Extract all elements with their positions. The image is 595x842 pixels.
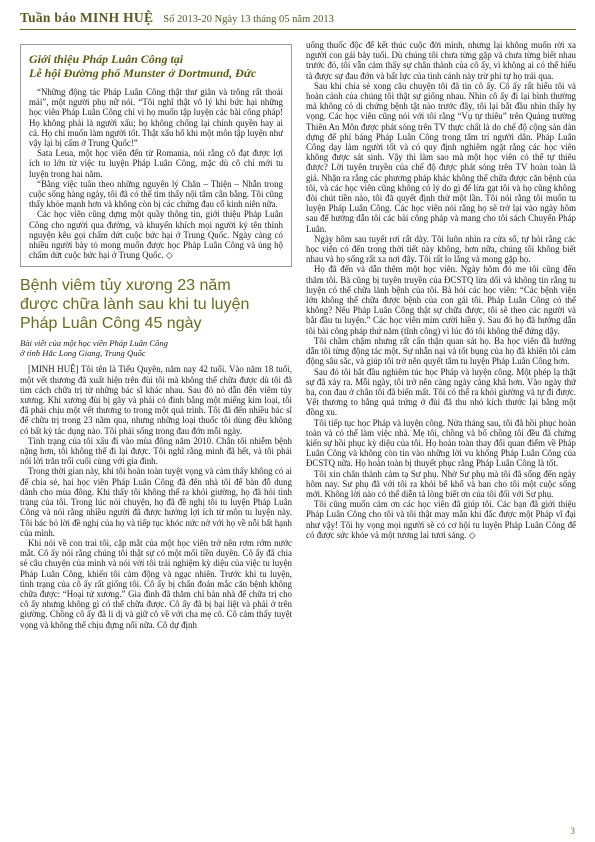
main-title-line: được chữa lành sau khi tu luyện [20, 296, 250, 314]
article-paragraph: Tôi xin chân thành cảm tạ Sư phụ. Nhờ Sư phụ mà tôi đã sống đến ngày hôm nay. Sư phụ đã với tôi ra khỏi bể khổ và ban cho tôi một cuộc sống mới. Không lời nào có thể diễn tả lòng biết ơn của tôi đối với Sư phụ. [306, 468, 576, 499]
byline [20, 338, 292, 358]
boxed-paragraph: Các học viên cũng dựng một quầy thông tin, giới thiệu Pháp Luân Công cho người qua đường, và khuyến khích mọi người ký tên thỉnh nguyện kêu gọi chấm dứt cuộc bức hại ở Trung Quốc. Ngày càng có nhiều người bày tỏ mong muốn được học Pháp Luân Công và ủng hộ chấm dứt cuộc bức hại ở Trung Quốc. ◇ [29, 209, 283, 261]
boxed-paragraph: “Những động tác Pháp Luân Công thật thư giãn và trông rất thoải mái”, một người phụ nữ nói. “Tôi nghĩ thật vô lý khi bức hại những học viên Pháp Luân Công chỉ vì họ muốn tập luyện các bài công pháp! Họ không phải là người xấu; họ không chống lại chính quyền hay ai cả. Họ chỉ muốn làm người tốt. Thật xấu hổ khi một môn tập luyện như vậy lại bị cấm ở Trung Quốc!” [29, 87, 283, 149]
header-rule [20, 29, 576, 30]
issue-info: Số 2013-20 Ngày 13 tháng 05 năm 2013 [163, 14, 334, 25]
article-paragraph: uống thuốc độc để kết thúc cuộc đời mình, nhưng lại không muốn rời xa người con gái bảy tuổi. Dù chúng tôi chưa từng gặp và chưa từng biết nhau trước đó, tôi vẫn cảm thấy sự chân thành của cô ấy, vì không ai có thể hiểu tà được sự đau đớn và bất lực của tình cảnh này trừ phi tự họ trải qua. [306, 40, 576, 81]
boxed-paragraph: Sata Leua, một học viên đến từ Romania, nói rằng cô đạt được lợi ích to lớn từ việc tu luyện Pháp Luân Công, mặc dù cô chỉ mới tu luyện trong hai năm. [29, 148, 283, 179]
main-title-line: Bệnh viêm tủy xương 23 năm [20, 277, 231, 295]
byline-line: ở tỉnh Hắc Long Giang, Trung Quốc [20, 348, 146, 359]
page-number: 3 [570, 826, 575, 836]
byline-line: Bài viết của một học viên Pháp Luân Công [20, 338, 168, 349]
main-article-title [20, 276, 292, 333]
boxed-title-line: Lễ hội Đường phố Munster ở Dortmund, Đức [29, 66, 257, 80]
boxed-article [20, 44, 292, 267]
article-paragraph: Tôi tiếp tục học Pháp và luyện công. Nửa tháng sau, tôi đã hồi phục hoàn toàn và có thể làm việc nhà. Mẹ tôi, chồng và bố chồng tôi đều đã chứng kiến sự hồi phục kỳ diệu của tôi. Họ hoàn toàn thay đổi quan điểm về Pháp Luân Công và không còn tin vào những lời vu khống Pháp Luân Công của ĐCSTQ nữa. Họ hoàn toàn bị thuyết phục rằng Pháp Luân Công là tốt. [306, 417, 576, 469]
article-paragraph: Họ đã đến và dẫn thêm một học viên. Ngày hôm đó me tôi cũng đến thăm tôi. Bà cũng bị tuyên truyền của ĐCSTQ lừa dối và không tin rằng tu luyện có thể chữa lành bệnh của tôi. Bà hỏi các học viên: “Các bệnh viện lớn không thể chữa được bệnh của con gái tôi. Pháp Luân Công có thể không? Nếu Pháp Luân Công thật sự chữa được, tôi sẽ theo các người và bắt đầu tu luyện.” Các học viên mỉm cười hiền ý. Sau đó họ đã hướng dẫn tôi bài công pháp thứ năm (tĩnh công) vì lúc đó tôi không thể đứng dậy. [306, 264, 576, 336]
left-column [20, 44, 292, 630]
main-title-line: Pháp Luân Công 45 ngày [20, 315, 202, 333]
boxed-article-title [29, 52, 283, 80]
right-column [306, 40, 576, 540]
publication-name: Tuần báo MINH HUỆ [20, 10, 154, 25]
article-paragraph: [MINH HUỆ] Tôi tên là Tiểu Quyên, năm nay 42 tuổi. Vào năm 18 tuổi, một vết thương đã xuất hiện trên đùi tôi mà không thể chữa được dù tôi đã tìm cách chữa trị từ những bác sĩ khác nhau. Sau đó nó dẫn đến viêm tủy xương. Khi xương đùi bị gãy và phải có đinh bằng một miếng kim loại, tôi đã phải chịu một vết thương to trong một quá trình. Tôi đã đến nhiều bác sĩ để chữa trị trong 23 năm qua, nhưng những loại thuốc tôi dùng đều không có bất kỳ tác dụng nào. Tôi phải sống trong đau đớn mỗi ngày. [20, 364, 292, 436]
main-article [20, 276, 292, 629]
article-paragraph: Tôi chầm chậm nhưng rất cẩn thận quan sát họ. Ba học viên đã hướng dẫn tôi từng động tác một. Sự nhẫn nại và tốt bụng của họ đã khiến tôi cảm động sâu sắc, và giúp tôi trở nên quyết tâm tu luyện Pháp Luân Công hơn. [306, 335, 576, 367]
article-paragraph: Tôi cũng muốn cảm ơn các học viên đã giúp tôi. Các bạn đã giới thiệu Pháp Luân Công cho tôi và tôi thật may mắn khi đắc được một Pháp vĩ đại như vậy! Tôi hy vọng mọi người sẽ có cơ hội tu luyện Pháp Luân Công để có được sức khỏe và một tương lai tươi sáng. ◇ [306, 499, 576, 540]
boxed-title-line: Giới thiệu Pháp Luân Công tại [29, 52, 184, 66]
article-paragraph: Khi nói về con trai tôi, cặp mắt của một học viên trở nên rơm rớm nước mắt. Cô ấy nói rằng chúng tôi thật sự có một mối tiền duyên. Cô ấy đã chia sẻ câu chuyện của mình và nói với tôi trải nghiệm kỳ diệu của việc tu luyện Pháp Luân Công, khiến tôi cảm động và ngạc nhiên. Trước khi tu luyện, tình trạng của cô ấy rất giống tôi. Cô ấy bị chẩn đoán mắc căn bệnh không chữa được: “Hoại tử xương.” Gia đình đã thăm chỉ bàn nhà để chữa trị cho cô ấy nhưng không gì có thể chữa được. Cô ấy đã bị bại liệt và phải ở trên giường. Chồng cô ấy đã li dị và giữ cô về với cha mẹ cô. Cô cảm thấy tuyệt vọng và không thể chịu đựng nổi nữa. Cô dự định [20, 537, 292, 630]
article-paragraph: Trong thời gian này, khi tôi hoàn toàn tuyệt vọng và cảm thấy không có ai để chia sẻ, hai học viên Pháp Luân Công đã đến nhà tôi để bàn đỗ dung dành cho mùa đông. Khi thấy tôi không thể ra khỏi giường, họ đã hỏi tình trạng của tôi. Trong lúc nói chuyện, họ đã đề nghị tôi tu luyện Pháp Luân Công và nói rằng nhiều người đã được hưởng lợi ích từ môn tu luyện này. Tôi bác bỏ lời đề nghị của họ và tiếp tục khóc nức nở với họ về nỗi bất hạnh của mình. [20, 466, 292, 538]
article-paragraph: Sau khi chia sẻ xong câu chuyện tôi đã tin cô ấy. Cô ấy rất hiểu tôi và hoàn cảnh của chúng tôi thật sự giống nhau. Nhìn cô ấy đi lại bình thường mà không có di chứng bệnh tật nào trước đây, tôi lại bắt đầu nhìn thấy hy vọng. Các học viên cũng nói với tôi rằng “Vụ tự thiêu” trên Quảng trường Thiên An Môn được phát sóng trên TV thực chất là do chế độ cộng sản dàn dựng để phỉ báng Pháp Luân Công trong tâm trí người dân. Pháp Luân Công dạy làm người tốt và có quy định nghiêm ngặt rằng các học viên không được sát sinh. Vậy thì làm sao mà một học viên có thể tự thiêu được? Lời tuyên truyền của chế độ được phát sóng trên TV hoàn toàn là giả. Nhận ra rằng các phương pháp khác không thể chữa được căn bệnh của tôi, và các học viên cũng không có lý do gì để lừa gạt tôi và họ cũng không đòi chút tiền nào, tôi đã quyết định thử một lần. Tôi nói rằng tôi muốn tu luyện Pháp Luân Công. Các học viên nói rằng họ sẽ trở lại vào ngày hôm sau để hướng dẫn tôi các bài công pháp và mang cho tôi sách Chuyển Pháp Luân. [306, 80, 576, 234]
page-header [20, 9, 576, 31]
boxed-paragraph: “Bằng việc tuân theo những nguyên lý Chân – Thiện – Nhẫn trong cuộc sống hàng ngày, tôi đã có thể tìm thấy nội tâm cân bằng. Tôi cũng thấy khỏe mạnh hơn và không còn bị các chứng đau cổ kinh niên nữa. [29, 178, 283, 210]
article-paragraph: Sau đó tôi bắt đầu nghiêm túc học Pháp và luyện công. Một phép lạ thật sự đã xảy ra. Mỗi ngày, tôi trở nên càng ngày càng khá hơn. Vào ngày thứ ba, con đau ở chân tôi đã biến mất. Tôi có thể ra khỏi giường và tự đi được. Vết thương to bằng quả trứng ở đùi đã thu nhỏ kích thước lại bằng một đồng xu. [306, 366, 576, 418]
article-paragraph: Tình trạng của tôi xấu đi vào mùa đông năm 2010. Chân tôi nhiễm bệnh nặng hơn, tôi không thể đi lại được. Tôi nghĩ rằng mình đã hết, và tôi phải nói lời trăn trối cuối cùng với gia đình. [20, 435, 292, 467]
article-paragraph: Ngày hôm sau tuyết rơi rất dày. Tôi luôn nhìn ra cửa sổ, tự hỏi rằng các học viên có đến trong thời tiết này không, hơn nữa, chúng tôi không biết nhau và họ sống rất xa nơi đây. Tôi rất lo lắng và mong gặp họ. [306, 233, 576, 265]
